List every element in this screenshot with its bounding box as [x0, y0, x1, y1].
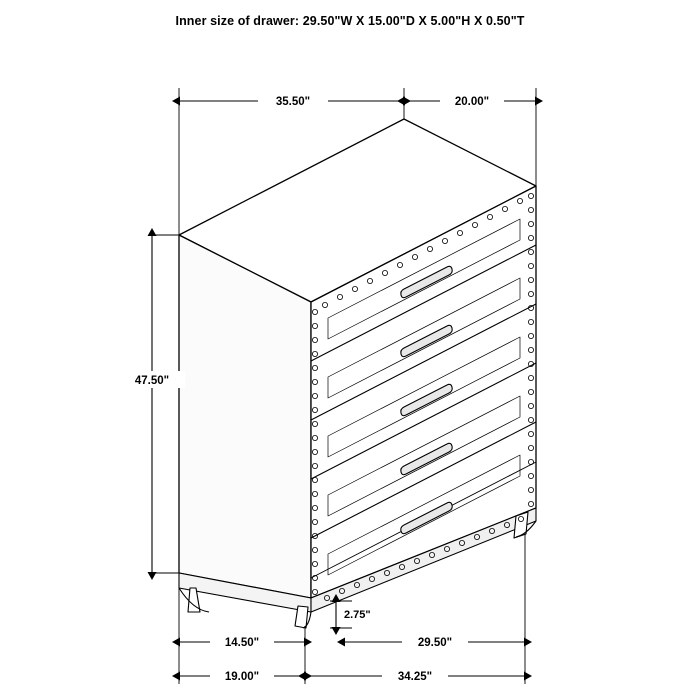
page-title: Inner size of drawer: 29.50"W X 15.00"D X 5.00"H X 0.50"T: [175, 14, 525, 28]
dim-label-bottom-right-span: 29.50": [417, 637, 453, 649]
dim-label-leg-height: 2.75": [344, 609, 371, 621]
chest-leg-front-right: [295, 606, 308, 628]
dim-label-bottom-outer-right: 34.25": [397, 671, 433, 683]
dim-label-bottom-outer-left: 19.00": [224, 671, 260, 683]
chest-illustration: [179, 119, 536, 628]
chest-leg-back-right: [514, 512, 528, 538]
dim-label-top-width-front: 35.50": [275, 96, 311, 108]
dim-label-bottom-left-span: 14.50": [224, 637, 260, 649]
dim-label-top-width-side: 20.00": [454, 96, 490, 108]
dim-label-overall-height: 47.50": [134, 375, 170, 387]
